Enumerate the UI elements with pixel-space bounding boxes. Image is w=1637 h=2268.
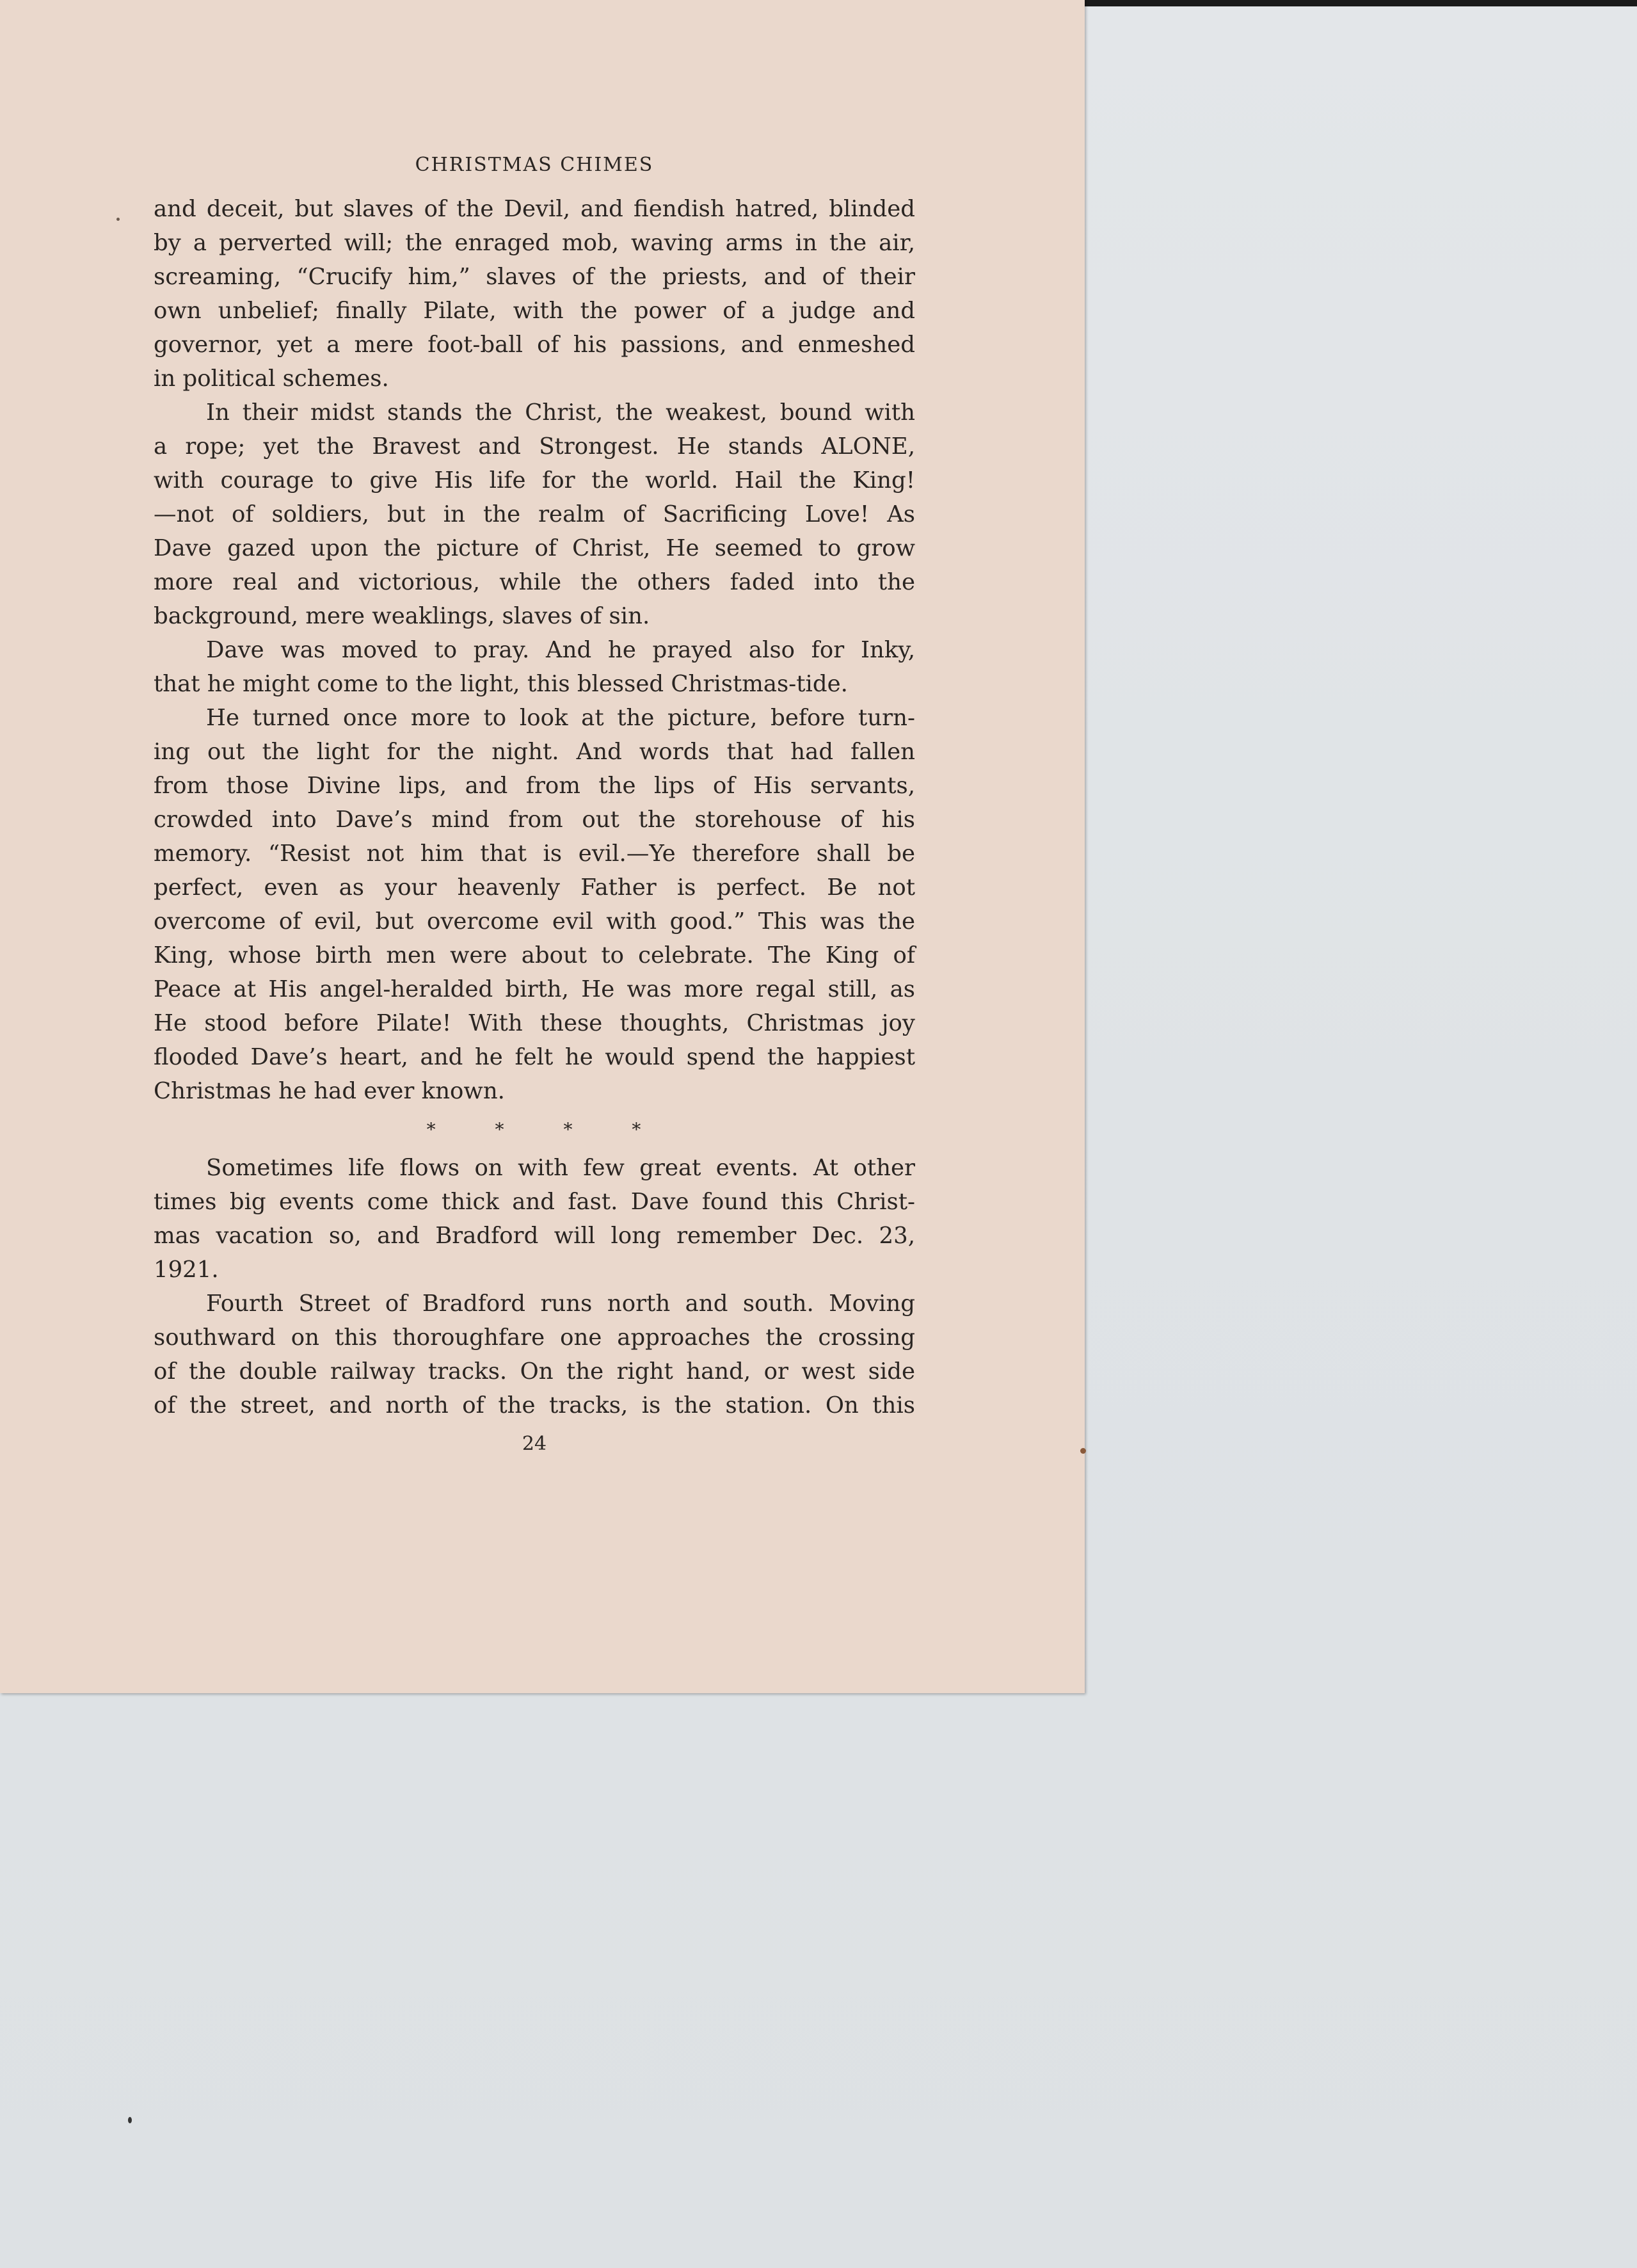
text-line: own unbelief; finally Pilate, with the power of a judge and: [154, 298, 915, 324]
scanner-lid-edge: [1082, 0, 1637, 6]
text-line: Dave was moved to pray. And he prayed also for Inky,: [206, 637, 915, 663]
text-line: times big events come thick and fast. Dave found this Christ-: [154, 1189, 915, 1215]
text-line: In their midst stands the Christ, the weakest, bound with: [206, 399, 915, 426]
ink-speck: [116, 218, 120, 221]
text-line: Dave gazed upon the picture of Christ, He seemed to grow: [154, 535, 915, 561]
text-line: Sometimes life flows on with few great events. At other: [206, 1155, 915, 1181]
text-line: governor, yet a mere foot-ball of his passions, and enmeshed: [154, 332, 915, 358]
text-line: He stood before Pilate! With these thoughts, Christmas joy: [154, 1010, 915, 1036]
text-line: crowded into Dave’s mind from out the storehouse of his: [154, 807, 915, 833]
text-line: southward on this thoroughfare one approaches the crossing: [154, 1324, 915, 1351]
text-line: ing out the light for the night. And words that had fallen: [154, 739, 915, 765]
text-line: background, mere weaklings, slaves of sin.: [154, 603, 650, 629]
text-line: Fourth Street of Bradford runs north and south. Moving: [206, 1291, 915, 1317]
text-line: Christmas he had ever known.: [154, 1078, 505, 1104]
text-line: in political schemes.: [154, 366, 389, 392]
text-line: from those Divine lips, and from the lips of His servants,: [154, 773, 915, 799]
text-line: and deceit, but slaves of the Devil, and fiendish hatred, blinded: [154, 196, 915, 222]
text-line: by a perverted will; the enraged mob, waving arms in the air,: [154, 230, 915, 256]
text-line: a rope; yet the Bravest and Strongest. He stands ALONE,: [154, 433, 915, 460]
page-number: 24: [522, 1433, 547, 1455]
text-line: more real and victorious, while the others faded into the: [154, 569, 915, 595]
text-line: of the street, and north of the tracks, is the station. On this: [154, 1392, 915, 1419]
dust-speck: [1080, 1448, 1086, 1454]
text-line: with courage to give His life for the world. Hail the King!: [154, 467, 915, 494]
text-line: memory. “Resist not him that is evil.—Ye therefore shall be: [154, 840, 915, 867]
text-line: screaming, “Crucify him,” slaves of the priests, and of their: [154, 264, 915, 290]
text-line: He turned once more to look at the picture, before turn-: [206, 705, 915, 731]
text-line: mas vacation so, and Bradford will long remember Dec. 23,: [154, 1223, 915, 1249]
text-line: overcome of evil, but overcome evil with good.” This was the: [154, 908, 915, 935]
text-line: of the double railway tracks. On the right hand, or west side: [154, 1358, 915, 1385]
page-body: [154, 192, 915, 1422]
text-line: flooded Dave’s heart, and he felt he would spend the happiest: [154, 1044, 915, 1070]
text-line: perfect, even as your heavenly Father is perfect. Be not: [154, 874, 915, 901]
text-line: that he might come to the light, this blessed Christmas-tide.: [154, 671, 848, 697]
book-page: [0, 0, 1085, 1693]
text-line: King, whose birth men were about to celebrate. The King of: [154, 942, 915, 969]
text-line: 1921.: [154, 1257, 219, 1283]
text-block-after-break: [154, 1151, 915, 1422]
text-line: Peace at His angel-heralded birth, He was more regal still, as: [154, 976, 915, 1002]
text-line: —not of soldiers, but in the realm of Sacrificing Love! As: [154, 501, 915, 527]
text-block-before-break: [154, 192, 915, 1108]
dust-speck: [128, 2117, 132, 2123]
section-break: * * * *: [426, 1119, 668, 1140]
running-head: CHRISTMAS CHIMES: [415, 154, 654, 176]
